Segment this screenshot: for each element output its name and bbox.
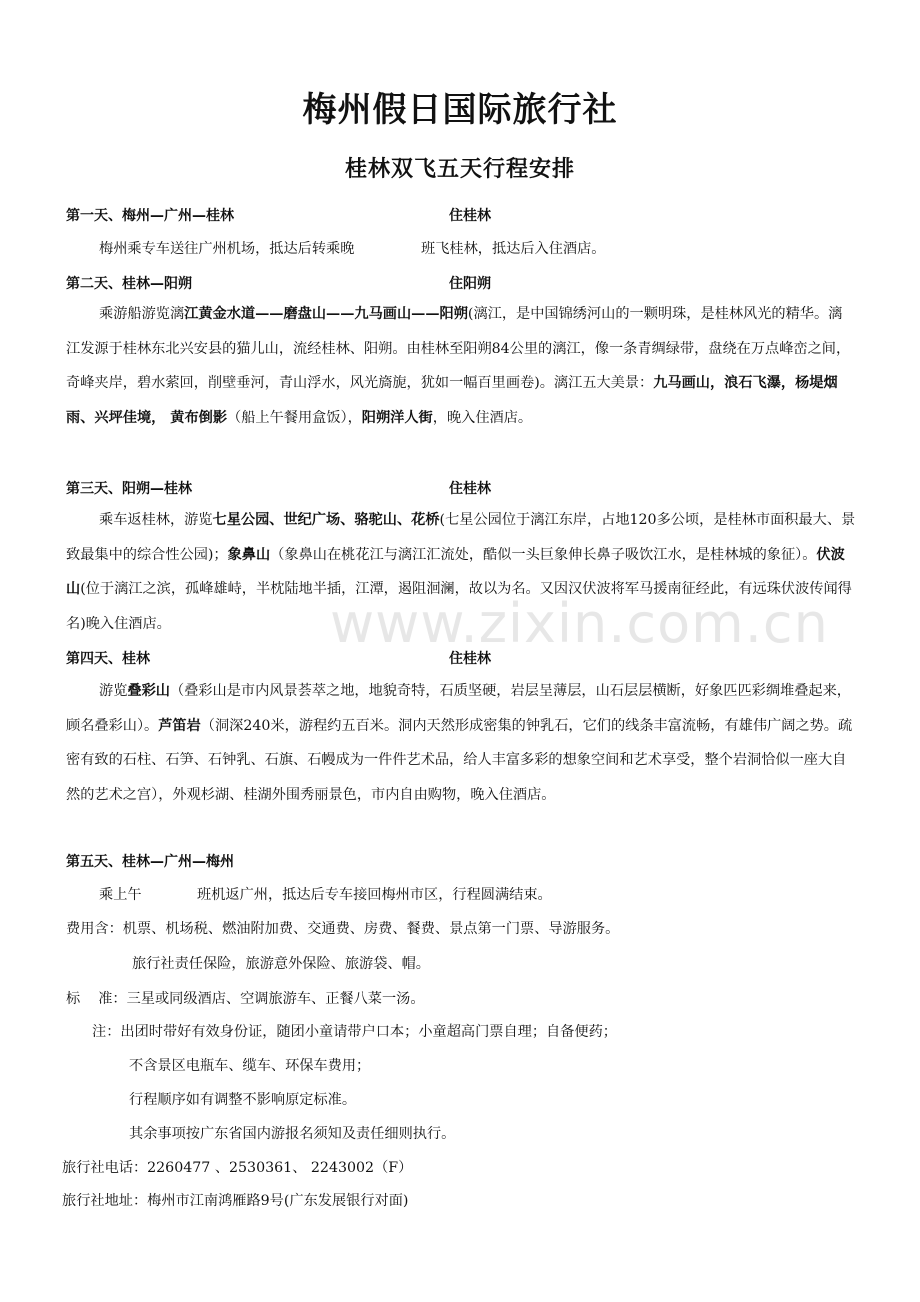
day3-stay: 住桂林 <box>449 481 491 497</box>
note-3: 行程顺序如有调整不影响原定标准。 <box>129 1092 357 1108</box>
day2-paragraph <box>66 297 856 435</box>
day4-text-3: （洞深240米，游程约五百米。洞内天然形成密集的钟乳石，它们的线条丰富流畅，有雄伟广阔之势。疏密有致的石柱、石笋、石钟乳、石旗、石幔成为一件件艺术品，给人丰富多彩的想象空间和艺术享受，整个岩洞恰似一座大自然的艺术之宫），外观杉湖、桂湖外围秀丽景色，市内自由购物，晚入住酒店。 <box>66 717 853 803</box>
day4-heading: 第四天、桂林 <box>66 651 150 667</box>
day2-yangren-street: 阳朔洋人街 <box>361 409 433 426</box>
contact-phone: 旅行社电话：2260477 、2530361、 2243002（F） <box>62 1160 413 1176</box>
fees-insurance: 旅行社责任保险，旅游意外保险、旅游袋、帽。 <box>132 956 430 972</box>
day3-sights: 七星公园、世纪广场、骆驼山、花桥 <box>212 512 440 528</box>
day2-heading: 第二天、桂林—阳朔 <box>66 276 192 292</box>
day3-elephant-hill: 象鼻山 <box>227 546 271 563</box>
day4-text-2: （叠彩山是市内风景荟萃之地，地貌奇特，石质坚硬，岩层呈薄层，山石层层横断，好象匹匹彩绸堆叠起来，顾名叠彩山）。 <box>66 683 851 734</box>
day1-heading: 第一天、梅州—广州—桂林 <box>66 208 234 224</box>
day3-heading: 第三天、阳朔—桂林 <box>66 481 192 497</box>
day4-stay: 住桂林 <box>449 651 491 667</box>
page-title: 梅州假日国际旅行社 <box>302 90 618 130</box>
watermark: www.zixin.com.cn <box>330 592 829 655</box>
day2-text-2: (漓江，是中国锦绣河山的一颗明珠，是桂林风光的精华。漓江发源于桂林东北兴安县的猫儿山，流经桂林、阳朔。由桂林至阳朔84公里的漓江，像一条青绸绿带，盘绕在万点峰峦之间，奇峰夹岸，碧水萦回，削壁垂河，青山浮水，风光旖旎，犹如一幅百里画卷)。漓江五大美景： <box>66 306 851 391</box>
note-4: 其余事项按广东省国内游报名须知及责任细则执行。 <box>129 1126 456 1142</box>
day1-text-part2: 班飞桂林，抵达后入住酒店。 <box>421 241 606 257</box>
note-2: 不含景区电瓶车、缆车、环保车费用； <box>129 1058 371 1074</box>
contact-address: 旅行社地址：梅州市江南鸿雁路9号(广东发展银行对面) <box>62 1193 409 1209</box>
day3-fubo-hill: 伏波山 <box>66 546 845 597</box>
day5-text-part1: 乘上午 <box>99 887 142 903</box>
day1-stay: 住桂林 <box>449 208 491 224</box>
day3-text-1: 乘车返桂林，游览 <box>99 512 213 528</box>
day2-stay: 住阳朔 <box>449 276 491 292</box>
day2-route: 江黄金水道——磨盘山——九马画山——阳朔 <box>184 306 468 322</box>
day2-text-1: 乘游船游览漓 <box>99 306 185 322</box>
day5-text-part2: 班机返广州，抵达后专车接回梅州市区，行程圆满结束。 <box>197 887 552 903</box>
day4-reed-flute-cave: 芦笛岩 <box>158 717 201 734</box>
day3-text-3: （象鼻山在桃花江与漓江汇流处，酷似一头巨象伸长鼻子吸饮江水，是桂林城的象征）。 <box>270 546 817 563</box>
day3-text-2: (七星公园位于漓江东岸，占地120多公顷，是桂林市面积最大、景致最集中的综合性公园)； <box>66 512 856 563</box>
day3-text-4: (位于漓江之滨，孤峰雄峙，半枕陆地半插，江潭，遏阻洄澜，故以为名。又因汉伏波将军马援南征经此，有远珠伏波传闻得名)晚入住酒店。 <box>66 581 852 632</box>
day4-diecai-hill: 叠彩山 <box>127 683 170 699</box>
day1-text-part1: 梅州乘专车送往广州机场，抵达后转乘晚 <box>99 241 355 257</box>
day5-heading: 第五天、桂林—广州—梅州 <box>66 854 234 870</box>
fees-included: 费用含：机票、机场税、燃油附加费、交通费、房费、餐费、景点第一门票、导游服务。 <box>66 921 620 937</box>
day2-text-3: （船上午餐用盒饭）， <box>227 409 362 426</box>
day2-text-4: ，晚入住酒店。 <box>432 409 533 426</box>
note-1: 注：出团时带好有效身份证，随团小童请带户口本；小童超高门票自理；自备便药； <box>92 1024 617 1040</box>
day4-paragraph <box>66 674 856 812</box>
day2-five-sights: 九马画山，浪石飞瀑，杨堤烟雨、兴坪佳境， 黄布倒影 <box>66 375 838 426</box>
day4-text-1: 游览 <box>99 683 128 699</box>
page-subtitle: 桂林双飞五天行程安排 <box>344 157 575 182</box>
standard-line: 标 准：三星或同级酒店、空调旅游车、正餐八菜一汤。 <box>66 991 425 1007</box>
